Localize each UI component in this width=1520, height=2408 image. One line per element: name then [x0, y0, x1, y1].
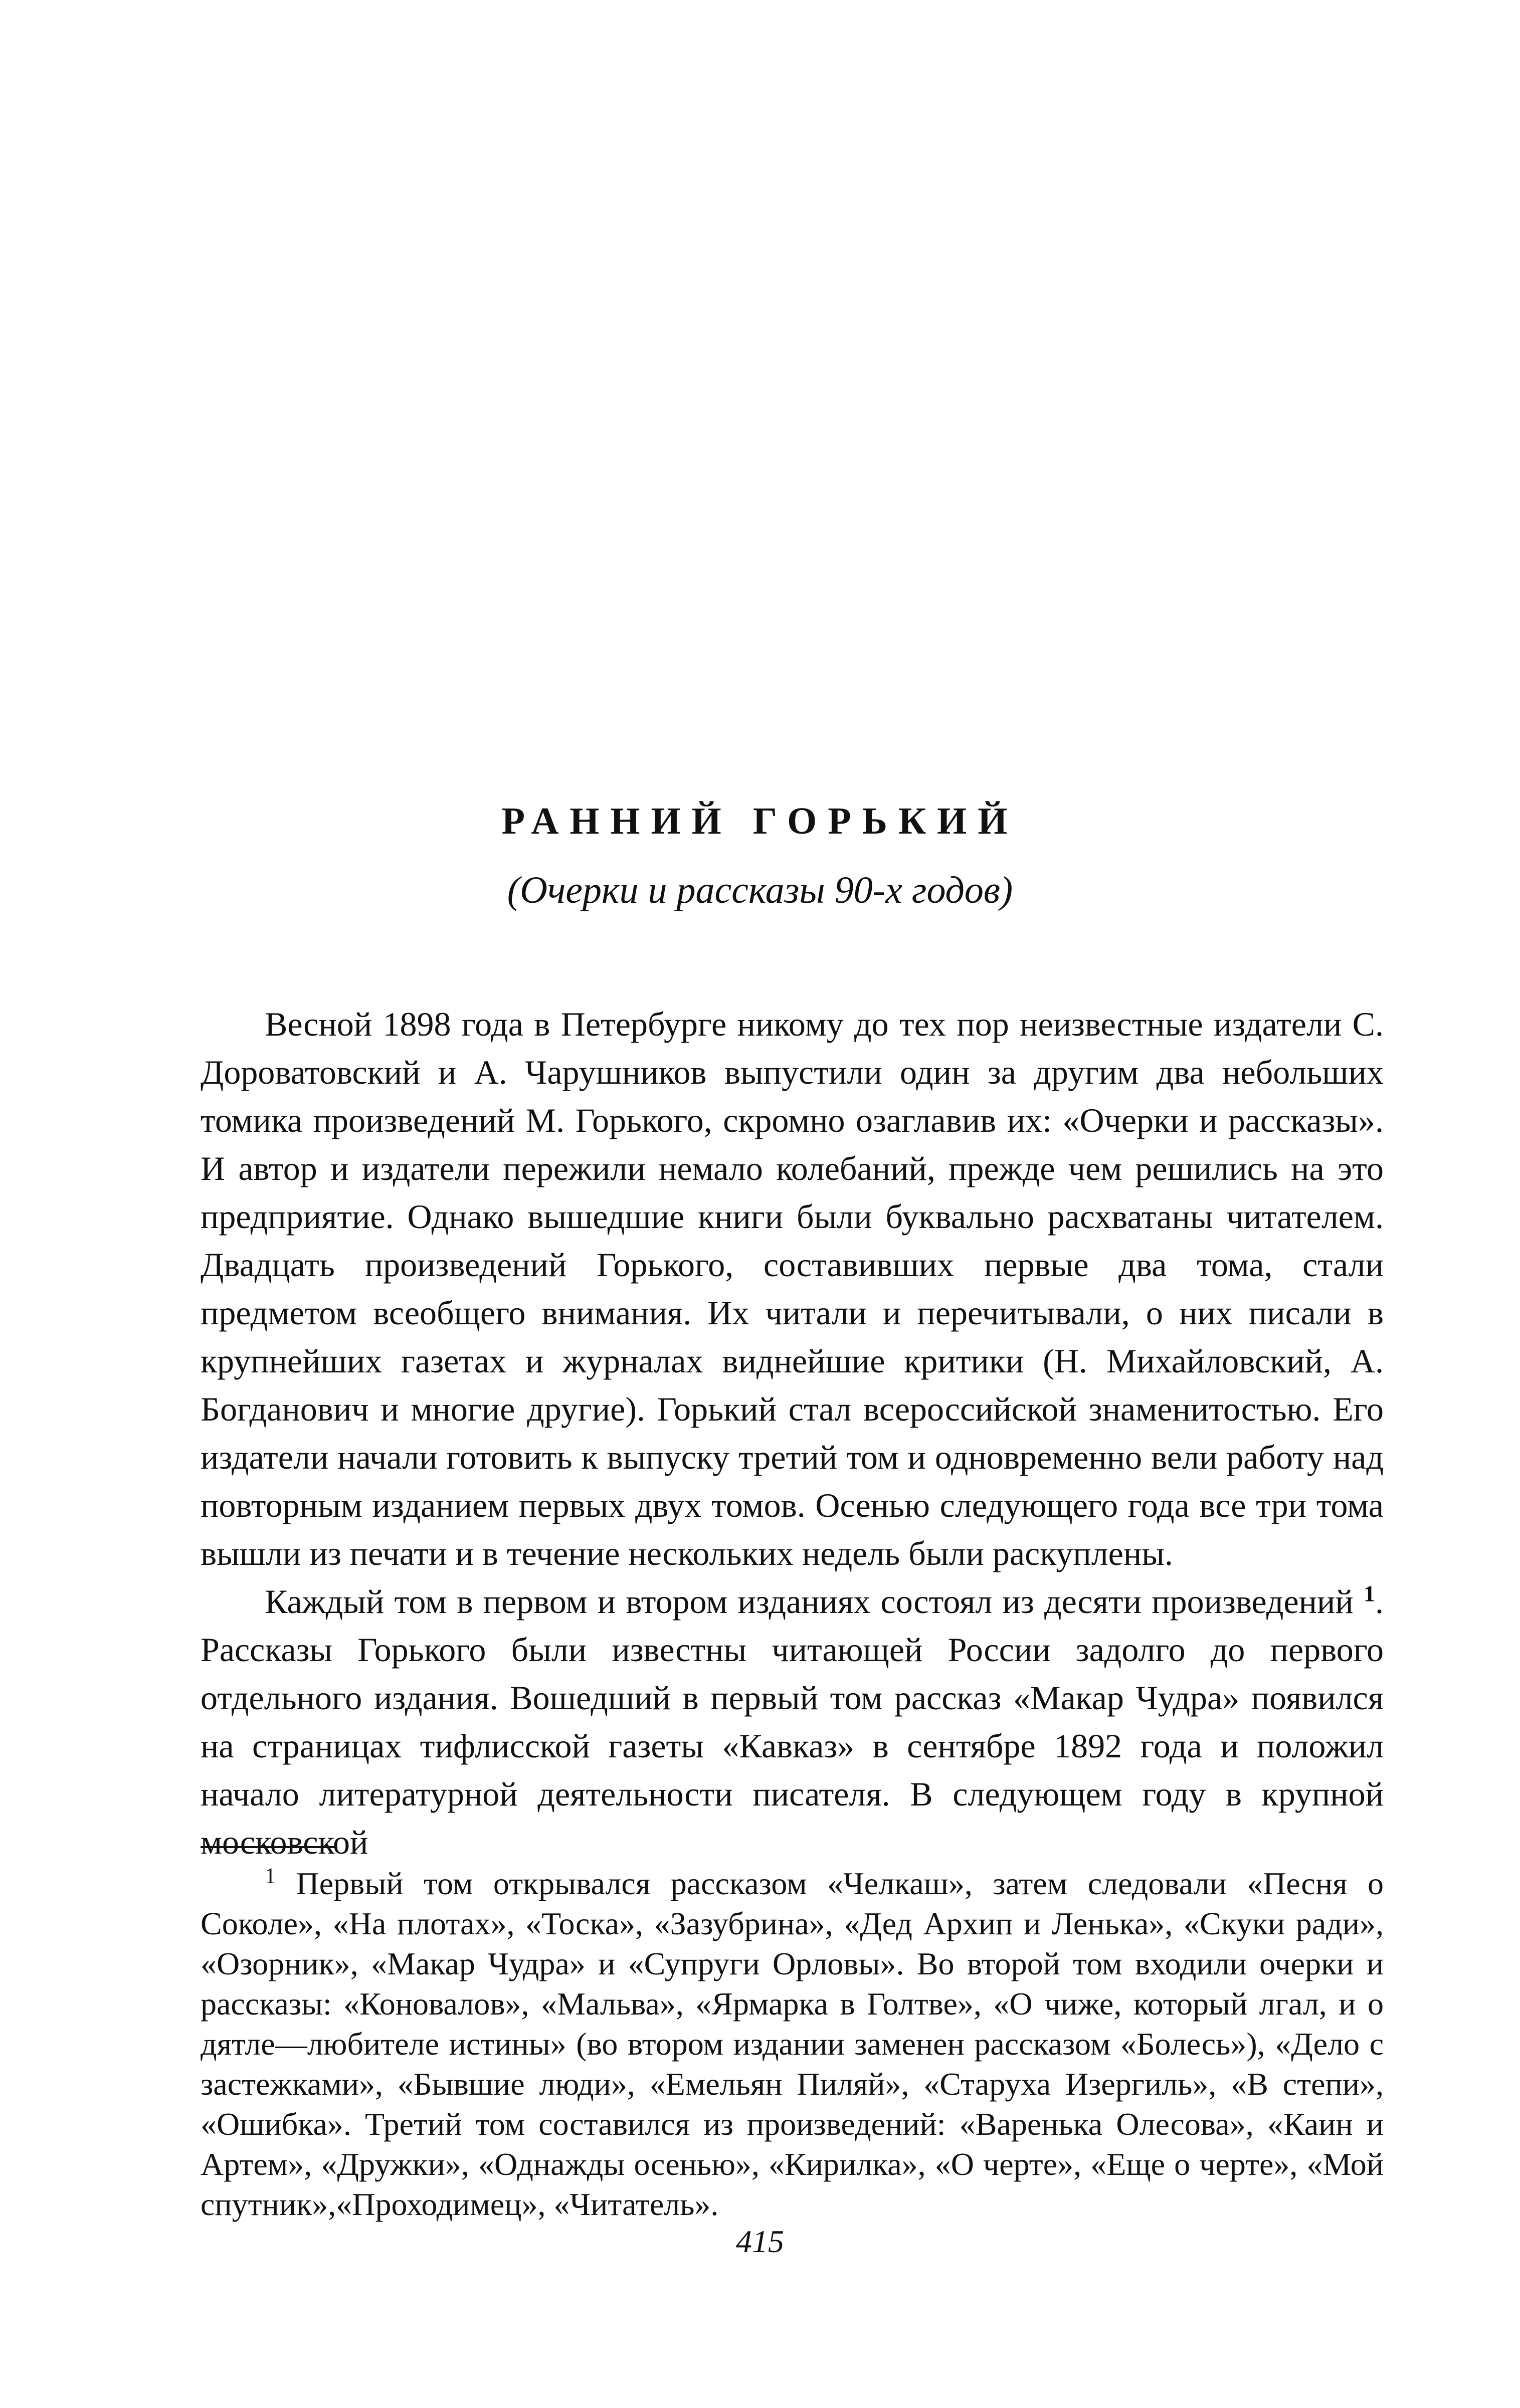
paragraph-1: [201, 1000, 1384, 1577]
main-text: [201, 1000, 1384, 1866]
paragraph-2-text: Каждый том в первом и втором изданиях состоял из десяти произведений: [265, 1582, 1364, 1621]
footnote-mark: 1: [265, 1863, 276, 1888]
footnote: [201, 1864, 1384, 2225]
footnote-text: Первый том открывался рассказом «Челкаш», затем следовали «Песня о Соколе», «На плотах», «Тоска», «Зазубрина», «Дед Архип и Ленька», «Скуки ради», «Озорник», «Макар Чудра» и «Супруги Орловы». Во второй том входили очерки и рассказы: «Коновалов», «Мальва», «Ярмарка в Голтве», «О чиже, который лгал, и о дятле—любителе истины» (во втором издании заменен рассказом «Болесь»), «Дело с застежками», «Бывшие люди», «Емельян Пиляй», «Старуха Изергиль», «В степи», «Ошибка». Третий том составился из произведений: «Варенька Олесова», «Каин и Артем», «Дружки», «Однажды осенью», «Кирилка», «О черте», «Еще о черте», «Мой спутник»,«Проходимец», «Читатель».: [201, 1866, 1384, 2222]
footnote-separator: [201, 1846, 335, 1848]
footnote-reference: 1: [1364, 1580, 1375, 1607]
paragraph-2: [201, 1577, 1384, 1866]
page-number: 415: [736, 2224, 784, 2259]
paragraph-1-text: Весной 1898 года в Петербурге никому до тех пор неизвестные издатели С. Дороватовский и А. Чарушников выпустили один за другим два небольших томика произведений М. Горького, скромно озаглавив их: «Очерки и рассказы». И автор и издатели пережили немало колебаний, прежде чем решились на это предприятие. Однако вышедшие книги были буквально расхватаны читателем. Двадцать произведений Горького, составивших первые два тома, стали предметом всеобщего внимания. Их читали и перечитывали, о них писали в крупнейших газетах и журналах виднейшие критики (Н. Михайловский, А. Богданович и многие другие). Горький стал всероссийской знаменитостью. Его издатели начали готовить к выпуску третий том и одновременно вели работу над повторным изданием первых двух томов. Осенью следующего года все три тома вышли из печати и в течение нескольких недель были раскуплены.: [201, 1005, 1384, 1572]
chapter-subtitle: (Очерки и рассказы 90-х годов): [507, 869, 1013, 911]
paragraph-2-continuation: . Рассказы Горького были известны читающей России задолго до первого отдельного издания. Вошедший в первый том рассказ «Макар Чудра» появился на страницах тифлисской газеты «Кавказ» в сентябре 1892 года и положил начало литературной деятельности писателя. В следующем году в крупной московской: [201, 1582, 1384, 1861]
chapter-title: РАННИЙ ГОРЬКИЙ: [501, 800, 1019, 842]
